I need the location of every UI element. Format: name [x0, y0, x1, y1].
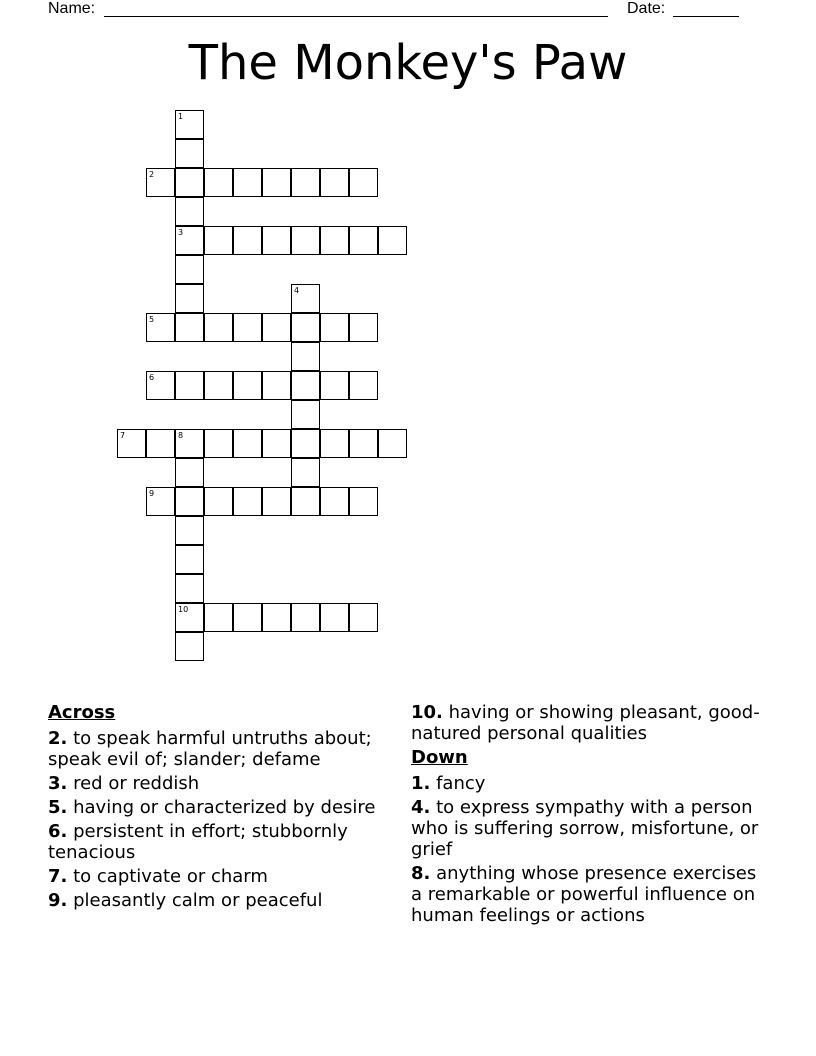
grid-cell[interactable]: [378, 429, 407, 458]
grid-cell[interactable]: [175, 168, 204, 197]
grid-cell[interactable]: [291, 284, 320, 313]
grid-cell[interactable]: [175, 110, 204, 139]
grid-cell[interactable]: [349, 168, 378, 197]
grid-cell[interactable]: [175, 255, 204, 284]
across-heading: Across: [48, 702, 116, 723]
grid-cell[interactable]: [233, 313, 262, 342]
down-heading: Down: [411, 747, 468, 768]
grid-cell[interactable]: [291, 168, 320, 197]
grid-cell[interactable]: [204, 168, 233, 197]
clue-item: [411, 702, 761, 744]
grid-cell[interactable]: [320, 487, 349, 516]
grid-cell[interactable]: [349, 429, 378, 458]
grid-cell[interactable]: [349, 313, 378, 342]
grid-cell[interactable]: [320, 371, 349, 400]
clue-number: 9: [149, 489, 155, 498]
grid-cell[interactable]: [262, 603, 291, 632]
name-label: Name:: [48, 0, 96, 17]
grid-cell[interactable]: [320, 603, 349, 632]
clue-item: [48, 890, 388, 911]
clue-number-label: 4.: [411, 797, 431, 818]
clue-text: to express sympathy with a person who is suffering sorrow, misfortune, or grief: [411, 797, 759, 860]
date-label: Date:: [627, 0, 666, 17]
grid-cell[interactable]: [262, 429, 291, 458]
grid-cell[interactable]: [291, 429, 320, 458]
grid-cell[interactable]: [204, 429, 233, 458]
grid-cell[interactable]: [146, 371, 175, 400]
grid-cell[interactable]: [204, 313, 233, 342]
grid-cell[interactable]: [175, 313, 204, 342]
grid-cell[interactable]: [175, 371, 204, 400]
clue-number: 3: [178, 228, 184, 237]
clue-number: 6: [149, 373, 155, 382]
clue-item: [48, 728, 388, 770]
grid-cell[interactable]: [204, 371, 233, 400]
grid-cell[interactable]: [320, 226, 349, 255]
grid-cell[interactable]: [233, 603, 262, 632]
grid-cell[interactable]: [204, 603, 233, 632]
grid-cell[interactable]: [291, 458, 320, 487]
grid-cell[interactable]: [204, 487, 233, 516]
grid-cell[interactable]: [146, 313, 175, 342]
clue-text: anything whose presence exercises a remarkable or powerful influence on human feelings or actions: [411, 863, 757, 926]
clue-item: [411, 773, 761, 794]
clues-right-column: [411, 702, 761, 929]
clue-item: [48, 866, 388, 887]
clue-number: 5: [149, 315, 155, 324]
clue-text: fancy: [430, 773, 486, 794]
grid-cell[interactable]: [262, 487, 291, 516]
clue-text: persistent in effort; stubbornly tenacious: [48, 821, 348, 863]
grid-cell[interactable]: [320, 313, 349, 342]
clue-number-label: 3.: [48, 773, 68, 794]
grid-cell[interactable]: [146, 487, 175, 516]
clue-number: 4: [294, 286, 300, 295]
grid-cell[interactable]: [378, 226, 407, 255]
clue-text: red or reddish: [67, 773, 200, 794]
clue-number: 10: [178, 605, 189, 614]
page-title: The Monkey's Paw: [188, 35, 628, 91]
across-clue-list-continued: [411, 702, 761, 744]
grid-cell[interactable]: [262, 313, 291, 342]
clue-item: [411, 797, 761, 860]
grid-cell[interactable]: [291, 371, 320, 400]
grid-cell[interactable]: [175, 545, 204, 574]
grid-cell[interactable]: [175, 197, 204, 226]
grid-cell[interactable]: [320, 168, 349, 197]
grid-cell[interactable]: [175, 487, 204, 516]
across-clue-list: [48, 728, 388, 911]
grid-cell[interactable]: [233, 371, 262, 400]
clue-number-label: 9.: [48, 890, 68, 911]
grid-cell[interactable]: [175, 574, 204, 603]
grid-cell[interactable]: [175, 458, 204, 487]
grid-cell[interactable]: [233, 429, 262, 458]
clue-item: [48, 797, 388, 818]
grid-cell[interactable]: [175, 429, 204, 458]
clue-number-label: 2.: [48, 728, 68, 749]
grid-cell[interactable]: [349, 226, 378, 255]
clue-number-label: 8.: [411, 863, 431, 884]
clue-number: 7: [120, 431, 126, 440]
grid-cell[interactable]: [262, 371, 291, 400]
grid-cell[interactable]: [320, 429, 349, 458]
down-clue-list: [411, 773, 761, 926]
grid-cell[interactable]: [291, 226, 320, 255]
grid-cell[interactable]: [233, 168, 262, 197]
grid-cell[interactable]: [117, 429, 146, 458]
grid-cell[interactable]: [233, 487, 262, 516]
grid-cell[interactable]: [291, 400, 320, 429]
grid-cell[interactable]: [204, 226, 233, 255]
grid-cell[interactable]: [291, 487, 320, 516]
clue-item: [48, 773, 388, 794]
grid-cell[interactable]: [175, 516, 204, 545]
grid-cell[interactable]: [291, 342, 320, 371]
grid-cell[interactable]: [175, 603, 204, 632]
grid-cell[interactable]: [146, 429, 175, 458]
clue-text: pleasantly calm or peaceful: [67, 890, 323, 911]
clue-number: 2: [149, 170, 155, 179]
grid-cell[interactable]: [146, 168, 175, 197]
grid-cell[interactable]: [262, 226, 291, 255]
grid-cell[interactable]: [262, 168, 291, 197]
grid-cell[interactable]: [175, 284, 204, 313]
clue-text: having or characterized by desire: [67, 797, 376, 818]
grid-cell[interactable]: [349, 371, 378, 400]
clue-item: [411, 863, 761, 926]
clue-number: 8: [178, 431, 184, 440]
clue-number-label: 6.: [48, 821, 68, 842]
grid-cell[interactable]: [175, 139, 204, 168]
grid-cell[interactable]: [349, 487, 378, 516]
clue-number-label: 10.: [411, 702, 443, 723]
clue-text: having or showing pleasant, good-natured personal qualities: [411, 702, 760, 744]
clues-left-column: [48, 702, 388, 914]
grid-cell[interactable]: [291, 603, 320, 632]
clue-number-label: 1.: [411, 773, 431, 794]
clue-text: to speak harmful untruths about; speak evil of; slander; defame: [48, 728, 372, 770]
clue-item: [48, 821, 388, 863]
clue-number-label: 7.: [48, 866, 68, 887]
clue-number-label: 5.: [48, 797, 68, 818]
grid-cell[interactable]: [349, 603, 378, 632]
clue-number: 1: [178, 112, 184, 121]
grid-cell[interactable]: [291, 313, 320, 342]
grid-cell[interactable]: [175, 632, 204, 661]
grid-cell[interactable]: [233, 226, 262, 255]
clue-text: to captivate or charm: [67, 866, 268, 887]
grid-cell[interactable]: [175, 226, 204, 255]
